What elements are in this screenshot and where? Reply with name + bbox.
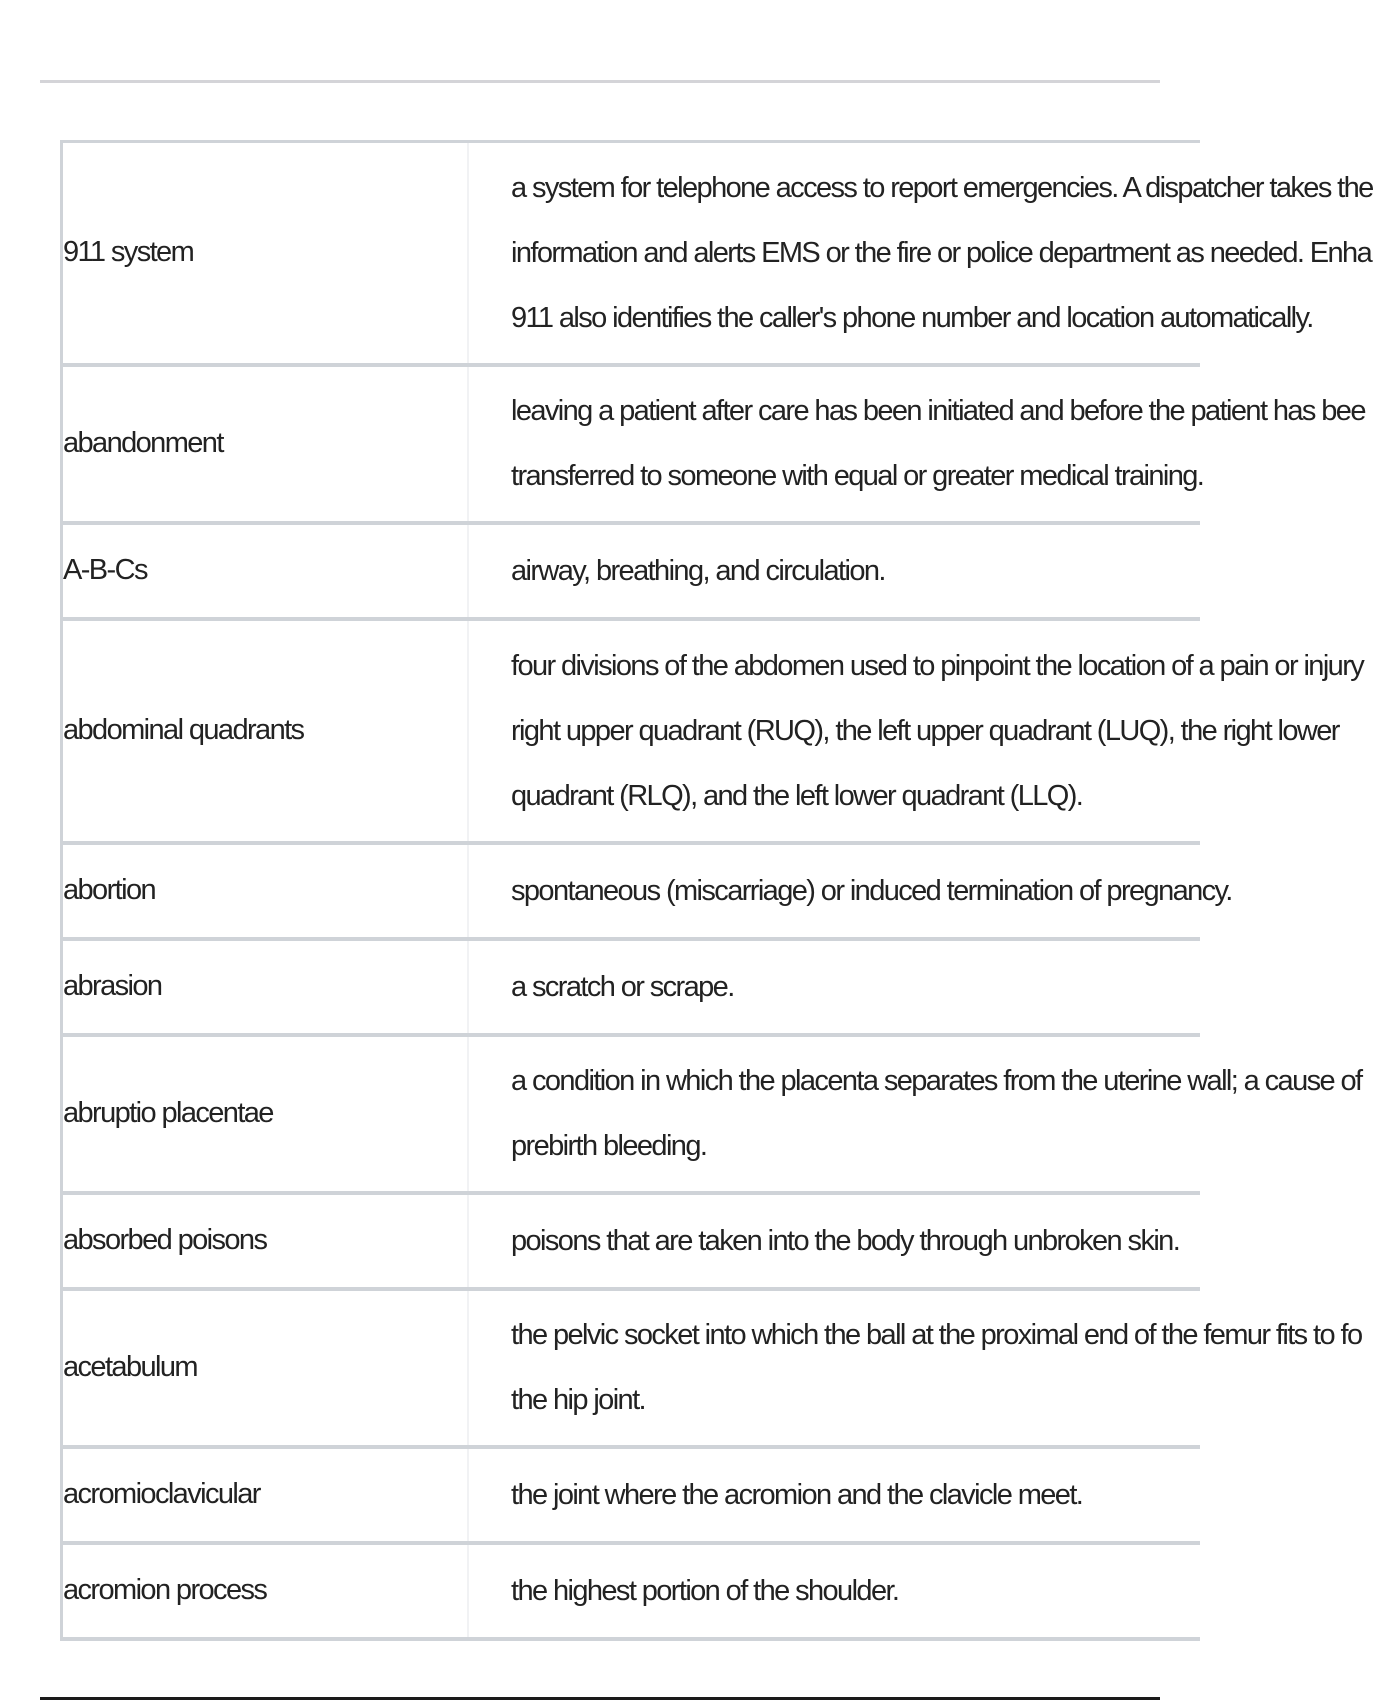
glossary-row: [63, 1037, 1362, 1195]
glossary-definition: [469, 1291, 1361, 1445]
top-divider: [40, 80, 1160, 83]
glossary-row: [63, 845, 1232, 941]
definition-line: the joint where the acromion and the clavicle meet.: [511, 1478, 1083, 1511]
definition-line: poisons that are taken into the body through unbroken skin.: [511, 1224, 1180, 1257]
glossary-table: [60, 140, 1373, 1641]
definition-line: prebirth bleeding.: [511, 1130, 707, 1162]
glossary-term: abdominal quadrants: [63, 621, 469, 841]
glossary-row: [63, 1545, 1200, 1641]
glossary-term: acromion process: [63, 1545, 469, 1637]
definition-line: four divisions of the abdomen used to pinpoint the location of a pain or injury: [511, 649, 1364, 682]
glossary-definition: [469, 367, 1365, 521]
definition-line: transferred to someone with equal or greater medical training.: [511, 460, 1204, 492]
glossary-definition: [469, 1545, 1200, 1637]
glossary-definition: [469, 941, 1200, 1033]
definition-line: a scratch or scrape.: [511, 970, 734, 1003]
definition-lines: [511, 634, 1363, 829]
glossary-term: acetabulum: [63, 1291, 469, 1445]
definition-line: the pelvic socket into which the ball at the proximal end of the femur fits to fo: [511, 1319, 1362, 1351]
glossary-row: [63, 621, 1364, 845]
glossary-definition: [469, 143, 1373, 363]
definition-line: the highest portion of the shoulder.: [511, 1574, 899, 1607]
definition-line: the hip joint.: [511, 1384, 645, 1416]
definition-line: quadrant (RLQ), and the left lower quadrant (LLQ).: [511, 779, 1083, 812]
glossary-definition: [469, 621, 1363, 841]
definition-lines: [511, 156, 1373, 351]
glossary-row: [63, 941, 1200, 1037]
glossary-term: 911 system: [63, 143, 469, 363]
definition-line: leaving a patient after care has been initiated and before the patient has bee: [511, 395, 1365, 427]
definition-lines: [511, 1209, 1179, 1274]
glossary-term: abrasion: [63, 941, 469, 1033]
definition-lines: [511, 1559, 898, 1624]
definition-lines: [511, 859, 1232, 924]
definition-lines: [511, 1463, 1082, 1528]
definition-line: spontaneous (miscarriage) or induced termination of pregnancy.: [511, 874, 1232, 907]
glossary-definition: [469, 845, 1232, 937]
definition-line: a system for telephone access to report emergencies. A dispatcher takes the: [511, 171, 1373, 204]
definition-line: 911 also identifies the caller's phone number and location automatically.: [511, 301, 1313, 334]
glossary-term: abortion: [63, 845, 469, 937]
definition-lines: [511, 539, 885, 604]
glossary-row: [63, 367, 1365, 525]
glossary-term: A-B-Cs: [63, 525, 469, 617]
glossary-definition: [469, 1037, 1361, 1191]
definition-lines: [511, 1303, 1361, 1433]
definition-lines: [511, 379, 1365, 509]
glossary-row: [63, 1195, 1200, 1291]
glossary-row: [63, 1291, 1362, 1449]
glossary-definition: [469, 525, 1200, 617]
glossary-term: abandonment: [63, 367, 469, 521]
glossary-definition: [469, 1195, 1200, 1287]
glossary-definition: [469, 1449, 1200, 1541]
definition-line: information and alerts EMS or the fire or police department as needed. Enha: [511, 236, 1372, 269]
definition-lines: [511, 1049, 1361, 1179]
definition-line: a condition in which the placenta separates from the uterine wall; a cause of: [511, 1065, 1362, 1097]
definition-lines: [511, 955, 734, 1020]
glossary-term: abruptio placentae: [63, 1037, 469, 1191]
glossary-term: acromioclavicular: [63, 1449, 469, 1541]
glossary-row: [63, 1449, 1200, 1545]
definition-line: airway, breathing, and circulation.: [511, 554, 885, 587]
definition-line: right upper quadrant (RUQ), the left upper quadrant (LUQ), the right lower: [511, 714, 1339, 747]
glossary-term: absorbed poisons: [63, 1195, 469, 1287]
glossary-row: [63, 143, 1373, 367]
glossary-row: [63, 525, 1200, 621]
